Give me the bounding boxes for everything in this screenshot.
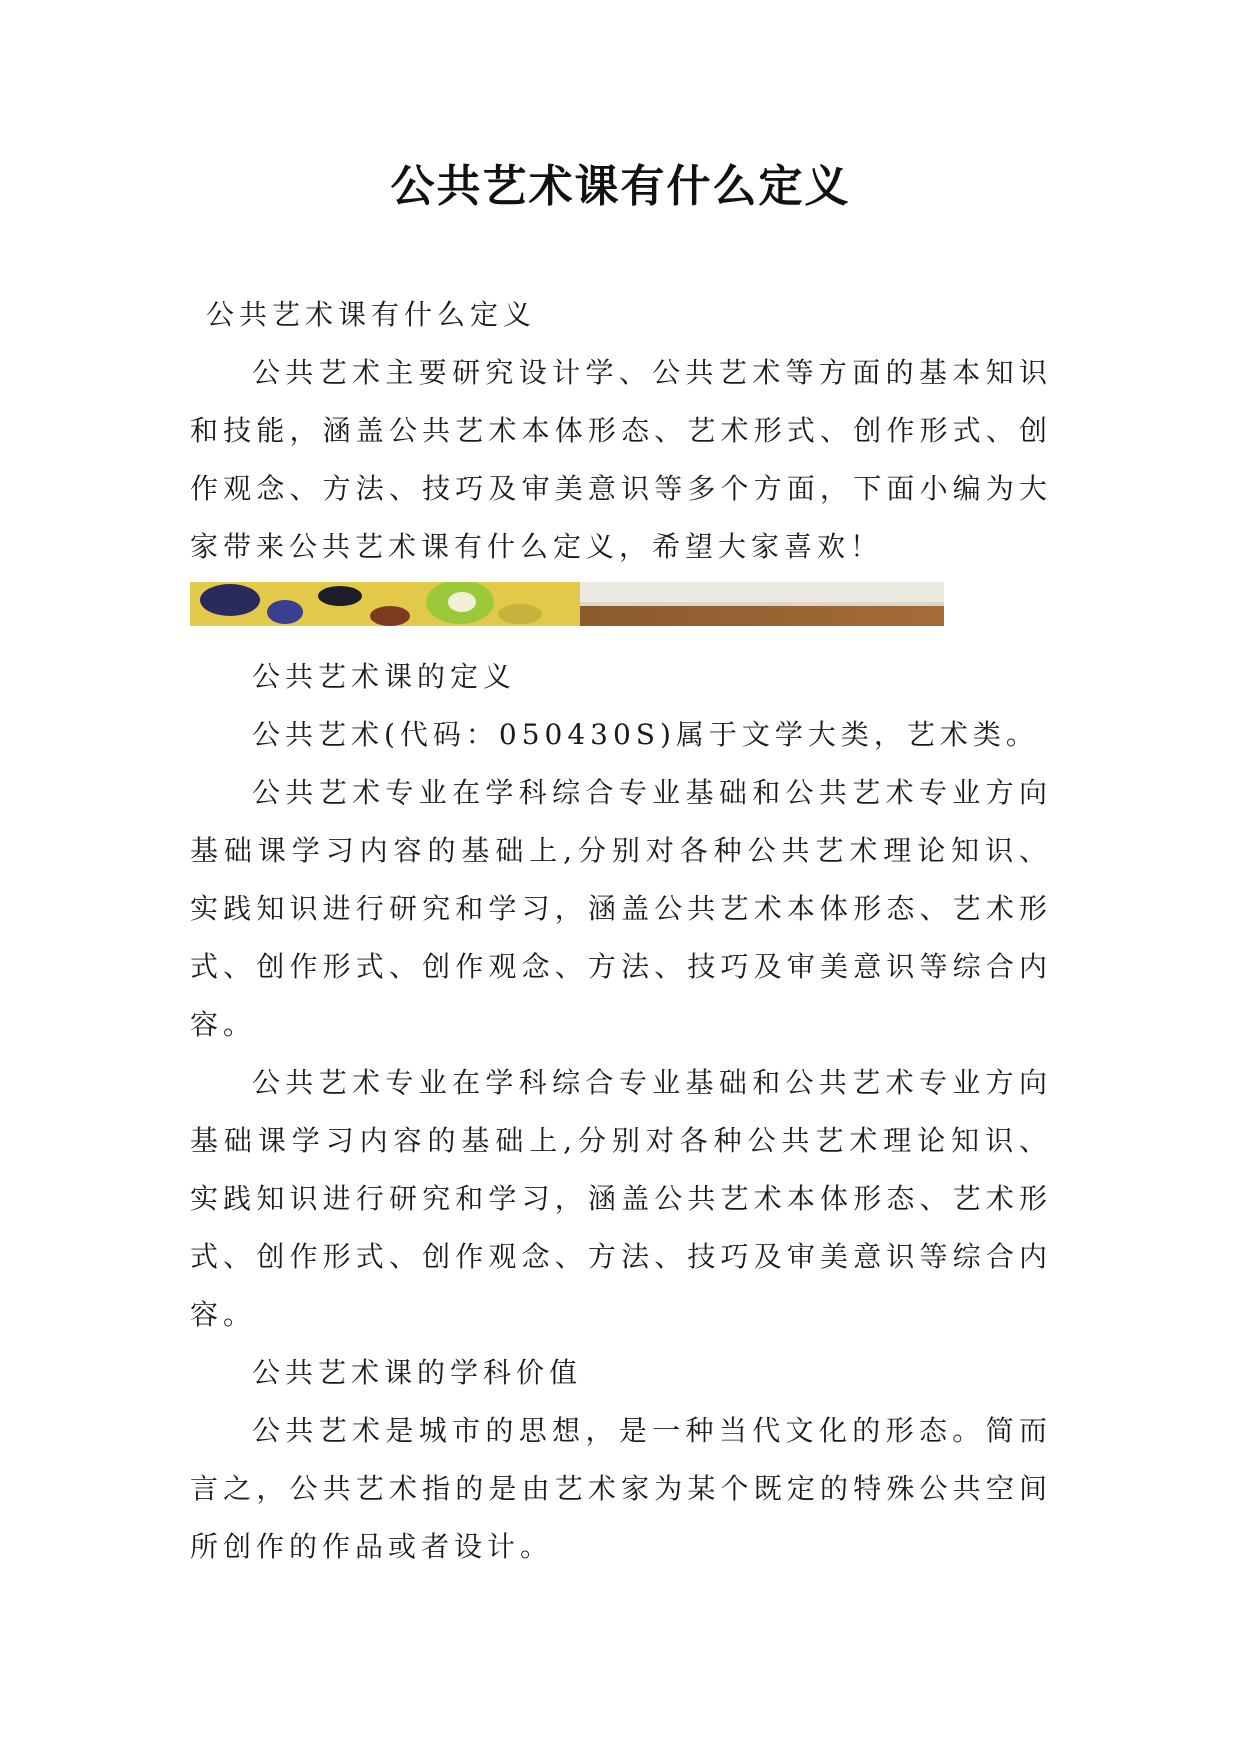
- definition-code-paragraph: 公共艺术(代码：050430S)属于文学大类，艺术类。: [252, 718, 1039, 751]
- document-title: 公共艺术课有什么定义: [390, 161, 851, 212]
- artwork-image-strip: [190, 582, 944, 626]
- definition-paragraph-1: 公共艺术专业在学科综合专业基础和公共艺术专业方向基础课学习内容的基础上,分别对各种公共艺术理论知识、实践知识进行研究和学习，涵盖公共艺术本体形态、艺术形式、创作形式、创作观念、方法、技巧及审美意识等综合内容。: [190, 776, 1052, 1041]
- section-heading-definition: 公共艺术课的定义: [252, 660, 517, 693]
- value-paragraph: 公共艺术是城市的思想，是一种当代文化的形态。简而言之，公共艺术指的是由艺术家为某个既定的特殊公共空间所创作的作品或者设计。: [190, 1414, 1052, 1563]
- section-heading-value: 公共艺术课的学科价值: [252, 1356, 583, 1389]
- document-body: [190, 286, 1052, 1576]
- intro-heading: 公共艺术课有什么定义: [206, 298, 537, 331]
- intro-paragraph: 公共艺术主要研究设计学、公共艺术等方面的基本知识和技能，涵盖公共艺术本体形态、艺术形式、创作形式、创作观念、方法、技巧及审美意识等多个方面，下面小编为大家带来公共艺术课有什么定义，希望大家喜欢！: [190, 356, 1052, 563]
- definition-paragraph-2: 公共艺术专业在学科综合专业基础和公共艺术专业方向基础课学习内容的基础上,分别对各种公共艺术理论知识、实践知识进行研究和学习，涵盖公共艺术本体形态、艺术形式、创作形式、创作观念、方法、技巧及审美意识等综合内容。: [190, 1066, 1052, 1331]
